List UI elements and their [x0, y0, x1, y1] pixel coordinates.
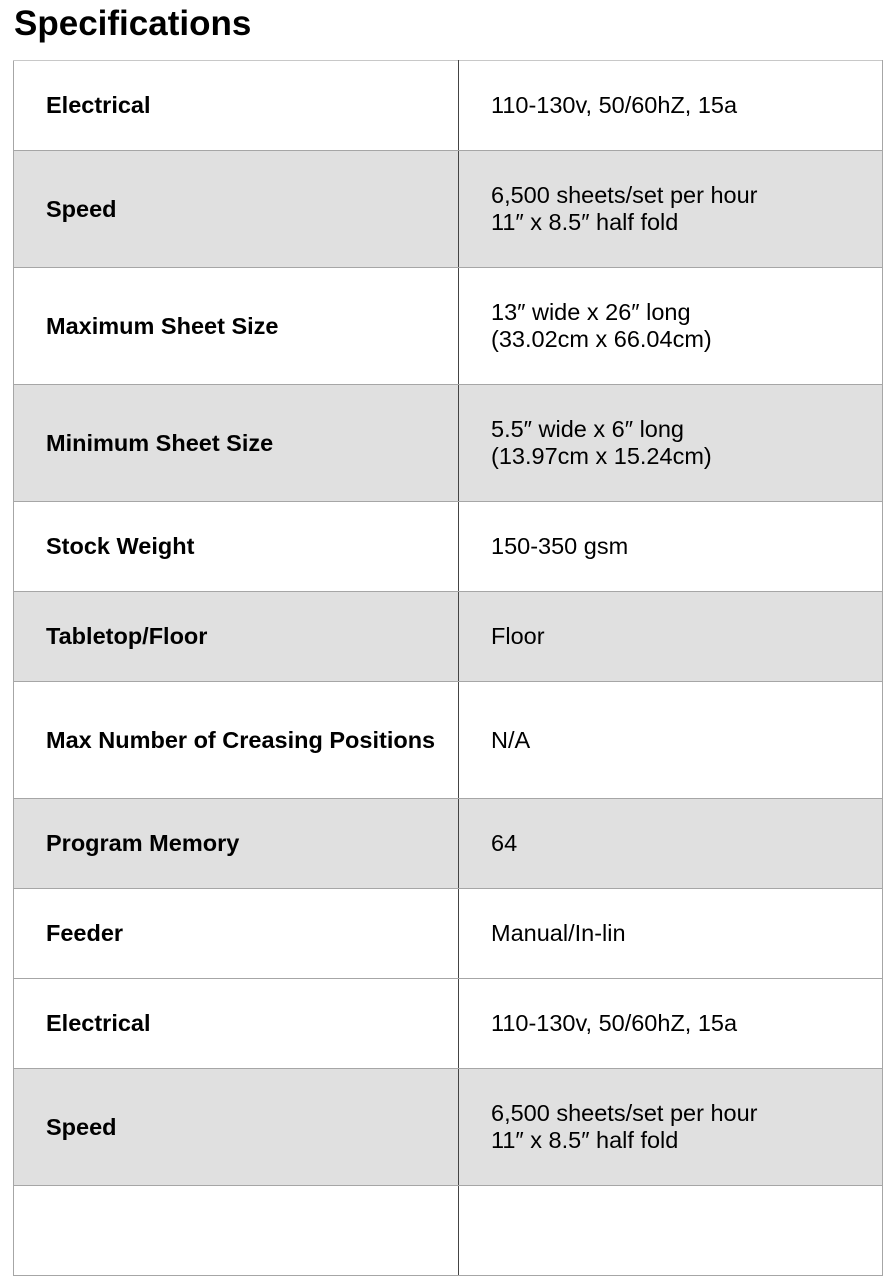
spec-row-electrical: [14, 61, 883, 151]
spec-row-electrical: [14, 979, 883, 1069]
spec-row-minimum-sheet-size: [14, 385, 883, 502]
spec-value-line: 5.5″ wide x 6″ long: [491, 416, 685, 442]
spec-value: [459, 979, 883, 1069]
spec-value: [459, 1186, 883, 1276]
spec-value-line: 11″ x 8.5″ half fold: [491, 1127, 679, 1153]
spec-value: [459, 151, 883, 268]
spec-value-line: N/A: [491, 726, 531, 753]
spec-value: [459, 385, 883, 502]
spec-row-max-creasing-positions: [14, 682, 883, 799]
spec-label: [14, 1186, 459, 1276]
spec-row-partial: [14, 1186, 883, 1276]
spec-label: Max Number of Creasing Positions: [14, 682, 459, 799]
spec-label: Tabletop/Floor: [14, 592, 459, 682]
spec-value-line: 6,500 sheets/set per hour: [491, 182, 758, 208]
spec-label: Minimum Sheet Size: [14, 385, 459, 502]
spec-label: Speed: [14, 151, 459, 268]
spec-value: [459, 592, 883, 682]
page-title: Specifications: [14, 4, 252, 43]
spec-row-program-memory: [14, 799, 883, 889]
spec-label: Electrical: [14, 979, 459, 1069]
spec-value-line: 110-130v, 50/60hZ, 15a: [491, 1010, 738, 1036]
specifications-table: [13, 60, 883, 1276]
spec-value: [459, 682, 883, 799]
spec-value-line: (33.02cm x 66.04cm): [491, 326, 712, 352]
spec-value-line: 64: [491, 830, 518, 856]
spec-value: [459, 1069, 883, 1186]
spec-value-line: 150-350 gsm: [491, 533, 629, 559]
spec-value-line: 110-130v, 50/60hZ, 15a: [491, 92, 738, 118]
spec-label: Maximum Sheet Size: [14, 268, 459, 385]
spec-row-feeder: [14, 889, 883, 979]
spec-label: Stock Weight: [14, 502, 459, 592]
spec-row-tabletop-floor: [14, 592, 883, 682]
spec-value-line: (13.97cm x 15.24cm): [491, 443, 712, 469]
spec-value-line: Manual/In-lin: [491, 920, 626, 946]
spec-value: [459, 799, 883, 889]
spec-value-line: 13″ wide x 26″ long: [491, 299, 691, 325]
spec-value-line: 6,500 sheets/set per hour: [491, 1100, 758, 1126]
spec-row-stock-weight: [14, 502, 883, 592]
spec-label: Speed: [14, 1069, 459, 1186]
spec-value-line: Floor: [491, 623, 545, 649]
spec-value: [459, 61, 883, 151]
spec-label: Feeder: [14, 889, 459, 979]
spec-label: Program Memory: [14, 799, 459, 889]
spec-label: Electrical: [14, 61, 459, 151]
spec-value-line: 11″ x 8.5″ half fold: [491, 209, 679, 235]
spec-row-speed: [14, 151, 883, 268]
spec-value: [459, 268, 883, 385]
spec-row-speed: [14, 1069, 883, 1186]
spec-row-maximum-sheet-size: [14, 268, 883, 385]
spec-value: [459, 502, 883, 592]
spec-value: [459, 889, 883, 979]
